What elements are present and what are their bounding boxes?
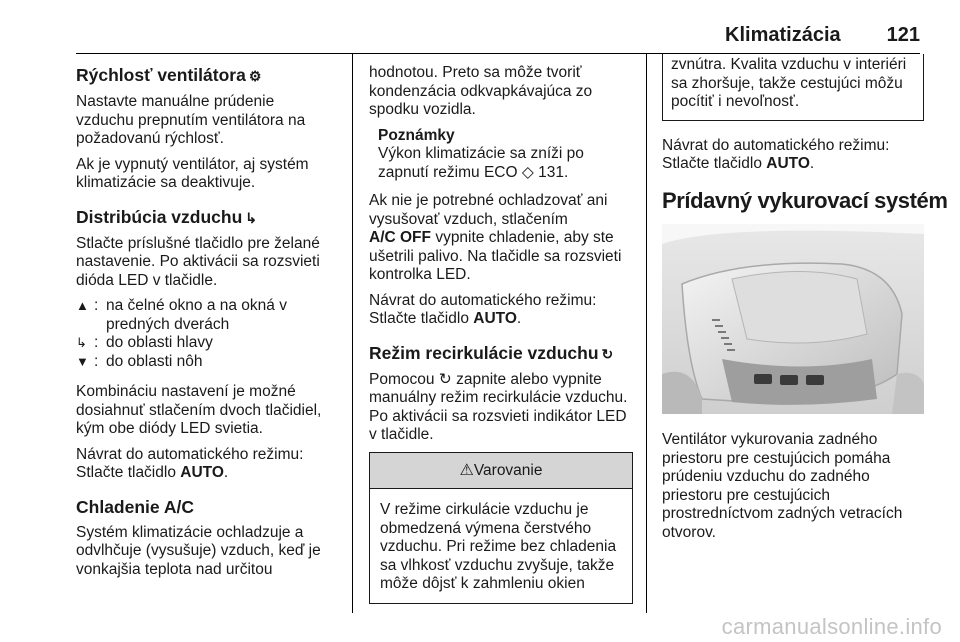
combination-paragraph: Kombináciu nastavení je možné dosiahnuť stlačením dvoch tlačidiel, kým obe diódy LED svietia. xyxy=(76,383,322,437)
auto-return-paragraph: Návrat do automatického režimu: Stlačte tlačidlo AUTO. xyxy=(369,291,597,327)
recirculation-icon: ↻ xyxy=(438,370,452,388)
watermark: carmanualsonline.info xyxy=(721,613,942,639)
column-3 xyxy=(662,56,948,549)
note-title: Poznámky xyxy=(378,126,455,144)
heading-ac-cooling: Chladenie A/C xyxy=(76,496,194,517)
distribution-paragraph: Stlačte príslušné tlačidlo pre želané nastavenie. Po aktivácii sa rozsvieti dióda LED v tlačidle. xyxy=(76,234,320,289)
ac-off-paragraph: Ak nie je potrebné ochladzovať ani vysušovať vzduch, stlačením A/C OFF vypnite chladenie, aby ste ušetrili palivo. Na tlačidle sa rozsvieti kontrolka LED. xyxy=(369,192,622,283)
fan-icon: ⚙ xyxy=(248,68,262,84)
recirculation-icon: ↻ xyxy=(601,345,614,362)
windscreen-icon: ▲ xyxy=(76,298,89,313)
running-header xyxy=(725,26,920,45)
column-1 xyxy=(76,64,336,586)
warning-text: V režime cirkulácie vzduchu je obmedzená výmena čerstvého vzduchu. Pri režime bez chladenia sa vlhkosť vzduchu zvyšuje, takže môže dôjsť k zahmleniu okien xyxy=(380,501,617,592)
foot-area-icon: ▼ xyxy=(76,353,89,369)
air-distribution-icon: ↳ xyxy=(245,209,258,226)
column-2 xyxy=(369,64,633,604)
heading-recirculation: Režim recirkulácie vzduchu ↻ xyxy=(369,342,614,363)
column-divider-1 xyxy=(352,53,353,613)
heading-auxiliary-heater: Prídavný vykurovací systém xyxy=(662,187,948,213)
note-block: Poznámky Výkon klimatizácie sa zníži po zapnutí režimu ECO ◇ 131. xyxy=(378,127,633,183)
page-number: 121 xyxy=(886,24,920,46)
rear-vent-photo xyxy=(662,224,924,414)
warning-box xyxy=(369,452,633,604)
rear-heater-paragraph: Ventilátor vykurovania zadného priestoru pre cestujúcich pomáha prúdeniu vzduchu do zadného priestoru pre cestujúcich prostredníctvom zadných vetracích otvorov. xyxy=(662,431,903,541)
fan-paragraph-1: Nastavte manuálne prúdenie vzduchu prepnutím ventilátora na požadovanú rýchlosť. xyxy=(76,93,306,147)
option-text: na čelné okno a na okná v predných dverách xyxy=(106,297,287,333)
fan-paragraph-2: Ak je vypnutý ventilátor, aj systém klimatizácie sa deaktivuje. xyxy=(76,155,309,191)
option-text: do oblasti hlavy xyxy=(106,334,213,351)
warning-box-continued: zvnútra. Kvalita vzduchu v interiéri sa zhoršuje, takže cestujúci môžu pocítiť i nevoľnosť. xyxy=(662,54,924,121)
column-divider-2 xyxy=(646,53,647,613)
section-title: Klimatizácia xyxy=(725,24,841,46)
auto-return-paragraph: Návrat do automatického režimu: Stlačte tlačidlo AUTO. xyxy=(662,136,890,172)
ac-paragraph: Systém klimatizácie ochladzuje a odvlhčuje (vysušuje) vzduch, keď je vonkajšia teplota nad určitou xyxy=(76,523,321,578)
heading-fan-speed: Rýchlosť ventilátora ⚙ xyxy=(76,65,262,85)
warning-triangle-icon: ⚠ xyxy=(459,461,474,479)
distribution-options: ▲ : na čelné okno a na okná v predných dverách ↳ : do oblasti hlavy ▼ : do oblasti nôh xyxy=(76,297,336,371)
recirculation-paragraph: Pomocou ↻ zapnite alebo vypnite manuálny režim recirkulácie vzduchu. Po aktivácii sa rozsvieti indikátor LED v tlačidle. xyxy=(369,370,628,443)
option-text: do oblasti nôh xyxy=(106,352,203,370)
warning-header: ⚠Varovanie xyxy=(370,453,632,490)
heading-air-distribution: Distribúcia vzduchu ↳ xyxy=(76,206,258,227)
page-ref-icon: ◇ xyxy=(521,163,534,181)
condensation-paragraph: hodnotou. Preto sa môže tvoriť kondenzácia odkvapkávajúca zo spodku vozidla. xyxy=(369,64,593,118)
auto-return-paragraph: Návrat do automatického režimu: Stlačte tlačidlo AUTO. xyxy=(76,445,304,481)
head-area-icon: ↳ xyxy=(76,335,87,350)
